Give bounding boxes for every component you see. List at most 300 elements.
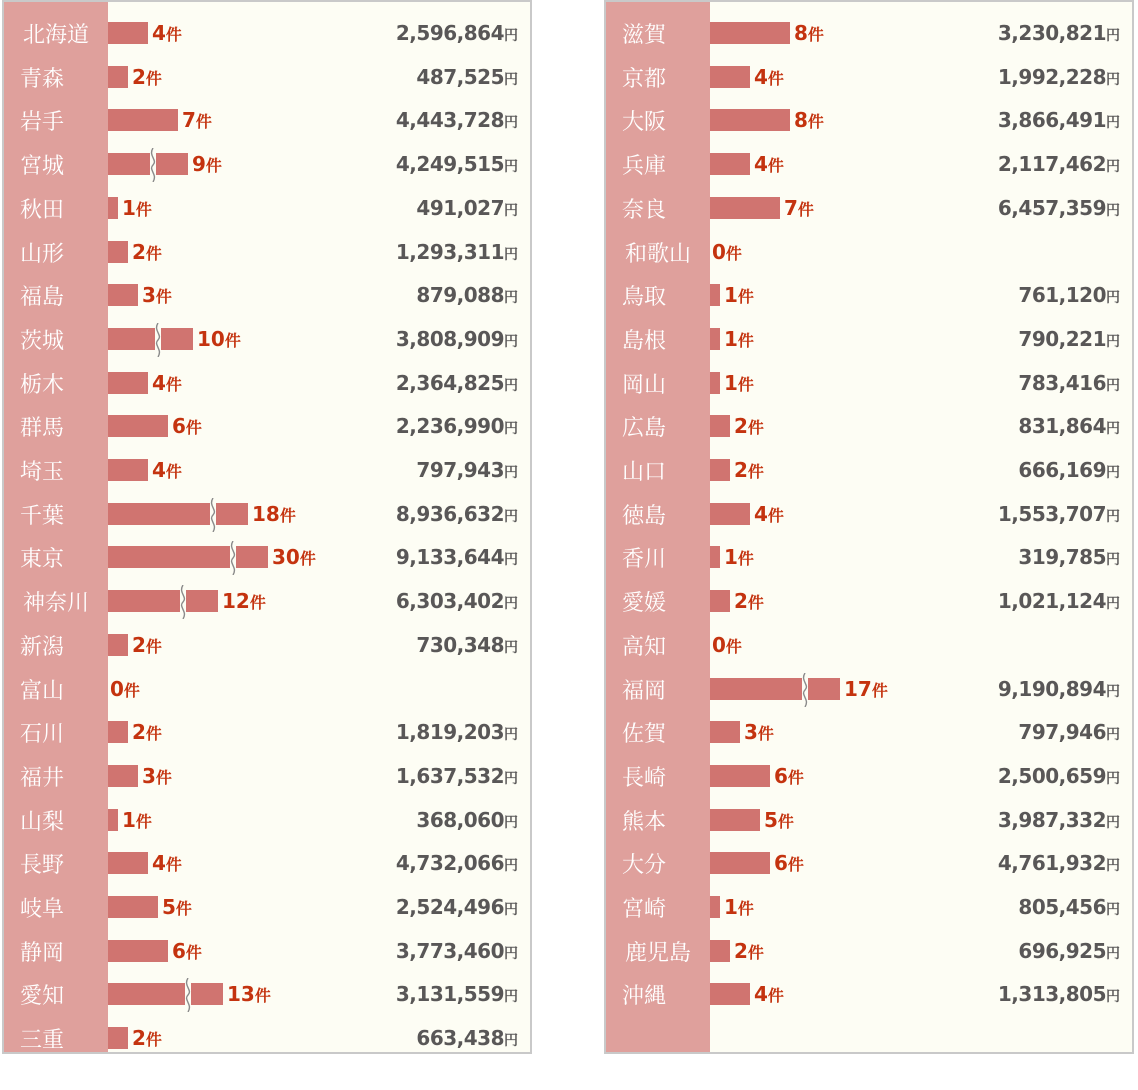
amount-suffix: 円 bbox=[1106, 683, 1120, 700]
prefecture-name: 富山 bbox=[20, 678, 65, 704]
count-value: 2 bbox=[132, 64, 146, 89]
chart-row bbox=[606, 711, 1132, 754]
chart-row bbox=[4, 187, 530, 230]
chart-row bbox=[4, 56, 530, 99]
amount-value: 2,596,864 bbox=[395, 21, 504, 45]
prefecture-label bbox=[4, 12, 108, 55]
amount-label bbox=[396, 12, 518, 55]
amount-value: 2,364,825 bbox=[395, 370, 504, 395]
prefecture-label bbox=[606, 56, 710, 99]
amount-label bbox=[1018, 449, 1120, 492]
amount-label bbox=[396, 362, 518, 405]
chart-row bbox=[4, 973, 530, 1016]
count-label bbox=[152, 842, 182, 885]
count-value: 10 bbox=[197, 326, 225, 351]
count-suffix: 件 bbox=[279, 505, 296, 525]
amount-value: 491,027 bbox=[416, 195, 504, 220]
count-label bbox=[152, 449, 182, 492]
amount-label bbox=[416, 274, 518, 317]
chart-row bbox=[4, 231, 530, 274]
prefecture-label bbox=[4, 187, 108, 230]
count-value: 4 bbox=[152, 21, 166, 45]
bar bbox=[710, 809, 760, 831]
count-label bbox=[222, 580, 266, 623]
chart-row bbox=[606, 231, 1132, 274]
bar bbox=[108, 765, 138, 787]
count-suffix: 件 bbox=[737, 549, 754, 569]
amount-label bbox=[1018, 318, 1120, 361]
amount-label bbox=[396, 231, 518, 274]
chart-row bbox=[606, 99, 1132, 142]
prefecture-label bbox=[4, 274, 108, 317]
count-label bbox=[774, 755, 804, 798]
count-suffix: 件 bbox=[787, 855, 804, 875]
count-label bbox=[754, 143, 784, 186]
count-label bbox=[794, 12, 824, 55]
amount-label bbox=[396, 842, 518, 885]
amount-suffix: 円 bbox=[504, 421, 518, 438]
prefecture-label bbox=[4, 318, 108, 361]
amount-value: 2,524,496 bbox=[395, 895, 504, 919]
prefecture-label bbox=[4, 231, 108, 274]
chart-row bbox=[4, 143, 530, 186]
amount-value: 4,249,515 bbox=[395, 152, 504, 177]
prefecture-label bbox=[4, 362, 108, 405]
amount-label bbox=[998, 755, 1120, 798]
axis-break-mark bbox=[802, 673, 808, 707]
count-label bbox=[132, 231, 162, 274]
count-value: 4 bbox=[152, 851, 166, 876]
bar bbox=[710, 940, 730, 962]
bar bbox=[710, 765, 770, 787]
amount-suffix: 円 bbox=[504, 639, 518, 656]
chart-row bbox=[606, 536, 1132, 579]
count-label bbox=[724, 536, 754, 579]
amount-label bbox=[416, 799, 518, 842]
count-suffix: 件 bbox=[767, 986, 784, 1006]
prefecture-label bbox=[606, 187, 710, 230]
count-suffix: 件 bbox=[145, 1030, 162, 1050]
bar bbox=[710, 284, 720, 306]
chart-row bbox=[606, 318, 1132, 361]
prefecture-name: 山形 bbox=[20, 241, 65, 267]
count-value: 2 bbox=[132, 632, 146, 657]
count-value: 8 bbox=[794, 108, 808, 133]
prefecture-label bbox=[4, 624, 108, 667]
amount-suffix: 円 bbox=[1106, 989, 1120, 1006]
count-suffix: 件 bbox=[185, 418, 202, 438]
prefecture-name: 東京 bbox=[20, 547, 65, 573]
prefecture-label bbox=[606, 842, 710, 885]
amount-suffix: 円 bbox=[1106, 202, 1120, 219]
chart-row bbox=[4, 842, 530, 885]
prefecture-label bbox=[606, 362, 710, 405]
chart-row bbox=[606, 624, 1132, 667]
chart-row bbox=[606, 930, 1132, 973]
prefecture-label bbox=[4, 449, 108, 492]
count-label bbox=[192, 143, 222, 186]
count-value: 2 bbox=[734, 589, 748, 614]
prefecture-name: 兵庫 bbox=[622, 154, 667, 180]
amount-suffix: 円 bbox=[1106, 290, 1120, 307]
prefecture-name: 熊本 bbox=[622, 809, 667, 835]
count-label bbox=[724, 886, 754, 929]
count-label bbox=[784, 187, 814, 230]
amount-suffix: 円 bbox=[504, 770, 518, 787]
bar bbox=[108, 241, 128, 263]
amount-suffix: 円 bbox=[504, 989, 518, 1006]
amount-suffix: 円 bbox=[1106, 552, 1120, 569]
amount-suffix: 円 bbox=[1106, 465, 1120, 481]
chart-row bbox=[606, 799, 1132, 842]
count-suffix: 件 bbox=[747, 942, 764, 962]
count-label bbox=[172, 405, 202, 448]
count-suffix: 件 bbox=[145, 636, 162, 656]
amount-value: 9,190,894 bbox=[997, 676, 1106, 701]
chart-row bbox=[606, 493, 1132, 536]
count-value: 1 bbox=[724, 545, 738, 570]
amount-suffix: 円 bbox=[504, 1033, 518, 1050]
amount-suffix: 円 bbox=[1106, 727, 1120, 744]
count-value: 2 bbox=[132, 1026, 146, 1051]
prefecture-name: 沖縄 bbox=[622, 984, 667, 1010]
bar bbox=[108, 197, 118, 219]
count-value: 1 bbox=[724, 370, 738, 395]
count-value: 6 bbox=[172, 414, 186, 439]
prefecture-label bbox=[606, 668, 710, 711]
count-suffix: 件 bbox=[767, 505, 784, 525]
count-label bbox=[712, 231, 742, 274]
count-value: 0 bbox=[712, 632, 726, 657]
amount-label bbox=[1018, 536, 1120, 579]
bar bbox=[710, 66, 750, 88]
count-label bbox=[724, 318, 754, 361]
prefecture-name: 神奈川 bbox=[22, 591, 89, 617]
amount-suffix: 円 bbox=[504, 159, 518, 176]
chart-row bbox=[4, 799, 530, 842]
count-value: 9 bbox=[192, 152, 206, 177]
bar bbox=[710, 678, 840, 700]
bar bbox=[710, 22, 790, 44]
count-suffix: 件 bbox=[767, 68, 784, 88]
count-suffix: 件 bbox=[195, 112, 212, 132]
axis-break-mark bbox=[185, 978, 191, 1012]
count-suffix: 件 bbox=[145, 724, 162, 744]
prefecture-label bbox=[4, 143, 108, 186]
count-label bbox=[712, 624, 742, 667]
prefecture-name: 山梨 bbox=[20, 809, 65, 835]
count-suffix: 件 bbox=[747, 462, 764, 481]
bar bbox=[710, 459, 730, 481]
count-value: 2 bbox=[132, 239, 146, 264]
amount-suffix: 円 bbox=[1106, 159, 1120, 176]
prefecture-label bbox=[4, 886, 108, 929]
amount-value: 761,120 bbox=[1018, 283, 1106, 308]
prefecture-name: 長野 bbox=[20, 853, 65, 879]
amount-suffix: 円 bbox=[1106, 28, 1120, 44]
count-suffix: 件 bbox=[725, 636, 742, 656]
bar bbox=[108, 809, 118, 831]
prefecture-name: 北海道 bbox=[22, 23, 89, 48]
chart-row bbox=[606, 274, 1132, 317]
count-label bbox=[734, 580, 764, 623]
prefecture-name: 石川 bbox=[20, 722, 65, 748]
count-suffix: 件 bbox=[165, 855, 182, 875]
amount-suffix: 円 bbox=[504, 115, 518, 132]
count-label bbox=[734, 449, 764, 492]
chart-row bbox=[606, 187, 1132, 230]
amount-suffix: 円 bbox=[504, 333, 518, 350]
count-label bbox=[182, 99, 212, 142]
prefecture-label bbox=[4, 973, 108, 1016]
count-label bbox=[110, 668, 140, 711]
count-value: 4 bbox=[754, 501, 768, 526]
amount-suffix: 円 bbox=[1106, 945, 1120, 962]
count-label bbox=[744, 711, 774, 754]
bar bbox=[108, 109, 178, 131]
prefecture-name: 福島 bbox=[20, 285, 65, 311]
amount-value: 663,438 bbox=[416, 1026, 504, 1051]
prefecture-name: 三重 bbox=[20, 1028, 65, 1054]
amount-value: 797,946 bbox=[1018, 720, 1106, 745]
amount-suffix: 円 bbox=[1106, 814, 1120, 831]
bar bbox=[108, 546, 268, 568]
amount-label bbox=[998, 842, 1120, 885]
count-suffix: 件 bbox=[807, 112, 824, 132]
count-suffix: 件 bbox=[123, 680, 140, 700]
count-value: 7 bbox=[182, 108, 196, 133]
amount-label bbox=[396, 405, 518, 448]
count-value: 0 bbox=[110, 676, 124, 701]
count-suffix: 件 bbox=[787, 767, 804, 787]
count-suffix: 件 bbox=[725, 243, 742, 263]
count-value: 0 bbox=[712, 239, 726, 264]
amount-suffix: 円 bbox=[1106, 333, 1120, 350]
prefecture-label bbox=[4, 405, 108, 448]
prefecture-label bbox=[4, 755, 108, 798]
count-value: 1 bbox=[724, 895, 738, 919]
prefecture-label bbox=[606, 930, 710, 973]
prefecture-name: 福岡 bbox=[622, 678, 667, 704]
count-label bbox=[754, 56, 784, 99]
count-suffix: 件 bbox=[737, 287, 754, 307]
amount-label bbox=[1018, 274, 1120, 317]
bar bbox=[710, 153, 750, 175]
count-label bbox=[724, 274, 754, 317]
prefecture-label bbox=[606, 624, 710, 667]
prefecture-name: 千葉 bbox=[20, 503, 65, 529]
amount-value: 797,943 bbox=[416, 458, 504, 482]
count-suffix: 件 bbox=[737, 899, 754, 918]
chart-row bbox=[4, 318, 530, 361]
amount-suffix: 円 bbox=[504, 290, 518, 307]
amount-label bbox=[396, 755, 518, 798]
count-value: 5 bbox=[162, 895, 176, 919]
amount-suffix: 円 bbox=[1106, 858, 1120, 875]
prefecture-label bbox=[4, 56, 108, 99]
amount-value: 1,637,532 bbox=[395, 763, 504, 788]
bar bbox=[710, 896, 720, 918]
prefecture-name: 岩手 bbox=[20, 110, 65, 136]
prefecture-label bbox=[606, 886, 710, 929]
amount-suffix: 円 bbox=[504, 814, 518, 831]
count-suffix: 件 bbox=[165, 462, 182, 481]
count-value: 17 bbox=[844, 676, 872, 701]
bar bbox=[710, 721, 740, 743]
prefecture-name: 広島 bbox=[622, 416, 667, 442]
prefecture-name: 長崎 bbox=[622, 765, 667, 791]
amount-value: 783,416 bbox=[1018, 370, 1106, 395]
count-value: 6 bbox=[172, 938, 186, 963]
amount-suffix: 円 bbox=[504, 727, 518, 744]
amount-value: 3,230,821 bbox=[997, 21, 1106, 45]
chart-row bbox=[606, 449, 1132, 492]
prefecture-name: 京都 bbox=[622, 66, 667, 92]
chart-row bbox=[4, 405, 530, 448]
chart-row bbox=[606, 56, 1132, 99]
count-suffix: 件 bbox=[165, 25, 182, 44]
count-label bbox=[162, 886, 192, 929]
amount-suffix: 円 bbox=[1106, 770, 1120, 787]
amount-label bbox=[416, 187, 518, 230]
prefecture-name: 鳥取 bbox=[622, 285, 667, 311]
bar bbox=[710, 197, 780, 219]
prefecture-name: 高知 bbox=[622, 634, 667, 660]
count-suffix: 件 bbox=[135, 811, 152, 831]
prefecture-name: 岡山 bbox=[622, 372, 667, 398]
count-label bbox=[132, 711, 162, 754]
amount-label bbox=[1018, 405, 1120, 448]
count-label bbox=[754, 973, 784, 1016]
prefecture-label bbox=[4, 668, 108, 711]
count-value: 2 bbox=[734, 938, 748, 963]
amount-value: 319,785 bbox=[1018, 545, 1106, 570]
prefecture-name: 新潟 bbox=[20, 634, 65, 660]
chart-row bbox=[4, 449, 530, 492]
bar bbox=[710, 852, 770, 874]
count-label bbox=[197, 318, 241, 361]
count-value: 1 bbox=[122, 195, 136, 220]
prefecture-label bbox=[606, 318, 710, 361]
amount-value: 805,456 bbox=[1018, 895, 1106, 919]
amount-value: 8,936,632 bbox=[395, 501, 504, 526]
amount-label bbox=[396, 318, 518, 361]
amount-value: 2,236,990 bbox=[395, 414, 504, 439]
prefecture-label bbox=[606, 580, 710, 623]
chart-row bbox=[4, 536, 530, 579]
amount-label bbox=[396, 886, 518, 929]
amount-label bbox=[416, 1017, 518, 1060]
amount-label bbox=[396, 711, 518, 754]
amount-value: 6,303,402 bbox=[395, 589, 504, 614]
prefecture-label bbox=[606, 143, 710, 186]
count-value: 30 bbox=[272, 545, 300, 570]
count-label bbox=[252, 493, 296, 536]
prefecture-name: 群馬 bbox=[20, 416, 65, 442]
bar bbox=[108, 22, 148, 44]
amount-value: 2,117,462 bbox=[997, 152, 1106, 177]
amount-suffix: 円 bbox=[504, 28, 518, 44]
amount-label bbox=[396, 930, 518, 973]
prefecture-label bbox=[606, 799, 710, 842]
count-value: 4 bbox=[754, 64, 768, 89]
amount-value: 3,808,909 bbox=[395, 326, 504, 351]
amount-value: 368,060 bbox=[416, 807, 504, 832]
prefecture-label bbox=[4, 842, 108, 885]
amount-suffix: 円 bbox=[1106, 377, 1120, 394]
prefecture-name: 島根 bbox=[622, 328, 667, 354]
count-suffix: 件 bbox=[155, 767, 172, 787]
bar bbox=[108, 983, 223, 1005]
count-label bbox=[272, 536, 316, 579]
count-label bbox=[122, 187, 152, 230]
amount-value: 6,457,359 bbox=[997, 195, 1106, 220]
prefecture-name: 埼玉 bbox=[20, 460, 65, 485]
amount-value: 1,293,311 bbox=[395, 239, 504, 264]
amount-label bbox=[396, 973, 518, 1016]
prefecture-name: 静岡 bbox=[20, 940, 65, 966]
bar bbox=[108, 634, 128, 656]
count-suffix: 件 bbox=[254, 986, 271, 1006]
amount-label bbox=[396, 580, 518, 623]
chart-row bbox=[4, 493, 530, 536]
amount-suffix: 円 bbox=[1106, 508, 1120, 525]
prefecture-name: 和歌山 bbox=[624, 241, 691, 267]
prefecture-name: 青森 bbox=[20, 66, 65, 92]
count-label bbox=[764, 799, 794, 842]
count-value: 2 bbox=[132, 720, 146, 745]
chart-row bbox=[606, 755, 1132, 798]
count-label bbox=[132, 624, 162, 667]
chart-row bbox=[4, 12, 530, 55]
count-label bbox=[132, 1017, 162, 1060]
amount-suffix: 円 bbox=[1106, 71, 1120, 88]
axis-break-mark bbox=[150, 148, 156, 182]
prefecture-label bbox=[606, 274, 710, 317]
amount-label bbox=[396, 493, 518, 536]
count-value: 2 bbox=[734, 414, 748, 439]
amount-value: 3,987,332 bbox=[997, 807, 1106, 832]
prefecture-name: 大分 bbox=[622, 853, 667, 879]
count-suffix: 件 bbox=[757, 724, 774, 744]
count-value: 7 bbox=[784, 195, 798, 220]
amount-suffix: 円 bbox=[1106, 421, 1120, 438]
amount-suffix: 円 bbox=[504, 71, 518, 88]
prefecture-name: 秋田 bbox=[20, 197, 65, 223]
amount-value: 4,443,728 bbox=[395, 108, 504, 133]
count-value: 3 bbox=[142, 763, 156, 788]
left-chart-panel bbox=[2, 0, 532, 1054]
amount-value: 9,133,644 bbox=[395, 545, 504, 570]
amount-suffix: 円 bbox=[504, 377, 518, 394]
count-label bbox=[132, 56, 162, 99]
prefecture-label bbox=[4, 493, 108, 536]
chart-row bbox=[606, 886, 1132, 929]
prefecture-name: 福井 bbox=[20, 765, 65, 791]
amount-label bbox=[998, 143, 1120, 186]
count-suffix: 件 bbox=[737, 374, 754, 394]
prefecture-label bbox=[606, 405, 710, 448]
axis-break-mark bbox=[155, 323, 161, 357]
chart-row bbox=[4, 668, 530, 711]
count-suffix: 件 bbox=[165, 374, 182, 394]
bar bbox=[710, 328, 720, 350]
count-label bbox=[724, 362, 754, 405]
count-value: 1 bbox=[724, 283, 738, 308]
amount-suffix: 円 bbox=[504, 508, 518, 525]
prefecture-name: 香川 bbox=[622, 547, 667, 573]
prefecture-label bbox=[606, 12, 710, 55]
